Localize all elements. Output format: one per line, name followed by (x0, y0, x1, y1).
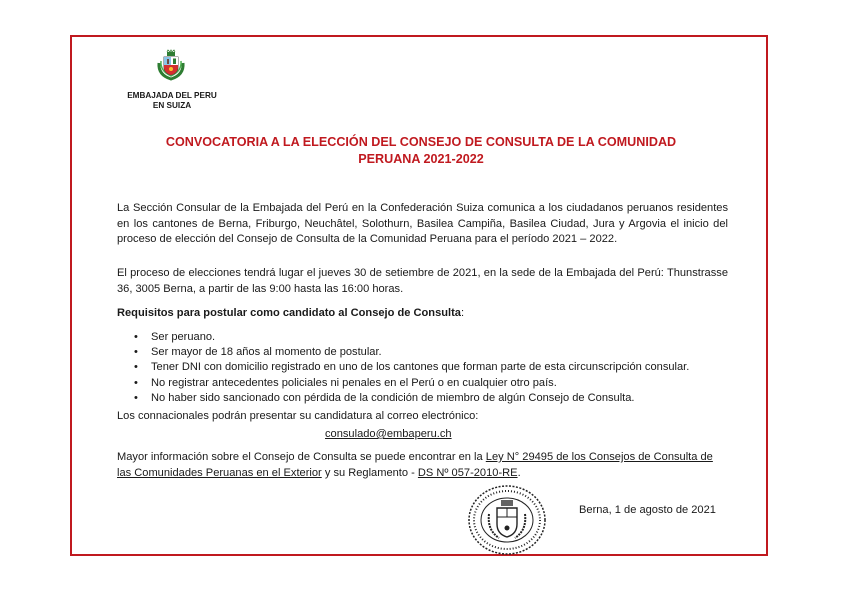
list-item (117, 360, 737, 375)
bullet-icon: • (134, 331, 138, 343)
document-title (118, 134, 724, 168)
embassy-name-line2: EN SUIZA (152, 101, 192, 110)
candidacy-paragraph: Los connacionales podrán presentar su candidatura al correo electrónico: (117, 410, 479, 422)
embassy-name (114, 91, 230, 111)
title-line2: PERUANA 2021-2022 (358, 152, 484, 166)
title-line1: CONVOCATORIA A LA ELECCIÓN DEL CONSEJO DE CONSULTA DE LA COMUNIDAD (165, 135, 677, 149)
requirement-text: Ser peruano. (151, 331, 216, 343)
date-line: Berna, 1 de agosto de 2021 (579, 504, 716, 516)
more-info-middle: y su Reglamento - (321, 466, 418, 479)
embassy-seal-stamp (467, 484, 547, 556)
intro-paragraph: La Sección Consular de la Embajada del Perú en la Confederación Suiza comunica a los ciudadanos peruanos residentes en los cantones de Berna, Friburgo, Neuchâtel, Solothurn, Basilea Campiña, Basilea Ciudad, Jura y Argovia el inicio del proceso de elección del Consejo de Consulta de la Comunidad Peruana para el período 2021 – 2022. (117, 202, 728, 245)
list-item (117, 391, 737, 406)
requirements-heading-text: Requisitos para postular como candidato al Consejo de Consulta (117, 307, 461, 319)
requirement-text: No haber sido sancionado con pérdida de la condición de miembro de algún Consejo de Consulta. (151, 391, 635, 404)
requirement-text: Ser mayor de 18 años al momento de postular. (151, 346, 382, 359)
requirements-heading-colon: : (460, 307, 465, 319)
requirement-text: Tener DNI con domicilio registrado en uno de los cantones que forman parte de esta circunscripción consular. (151, 361, 690, 374)
regulation-link[interactable]: DS Nº 057-2010-RE (417, 466, 518, 479)
bullet-icon: • (134, 391, 138, 404)
law-link[interactable]: Ley N° 29495 de los Consejos de Consulta de las Comunidades Peruanas en el Exterior (117, 451, 713, 479)
email-link[interactable]: consulado@embaperu.ch (325, 428, 452, 440)
list-item (117, 376, 737, 391)
requirements-list (117, 330, 737, 406)
requirement-text: No registrar antecedentes policiales ni penales en el Perú o en cualquier otro país. (151, 376, 557, 389)
requirements-heading (117, 307, 464, 319)
list-item (117, 345, 737, 360)
bullet-icon: • (134, 346, 138, 359)
more-info-prefix: Mayor información sobre el Consejo de Consulta se puede encontrar en la (117, 451, 486, 463)
list-item (117, 330, 737, 345)
bullet-icon: • (134, 361, 138, 374)
peru-coat-of-arms-icon (155, 49, 187, 81)
more-info-paragraph (117, 450, 717, 481)
process-paragraph: El proceso de elecciones tendrá lugar el jueves 30 de setiembre de 2021, en la sede de la Embajada del Perú: Thunstrasse 36, 3005 Berna, a partir de las 9:00 hasta las 16:00 horas. (117, 267, 728, 295)
more-info-suffix: . (517, 466, 521, 479)
bullet-icon: • (134, 376, 138, 389)
embassy-name-line1: EMBAJADA DEL PERU (127, 91, 217, 100)
